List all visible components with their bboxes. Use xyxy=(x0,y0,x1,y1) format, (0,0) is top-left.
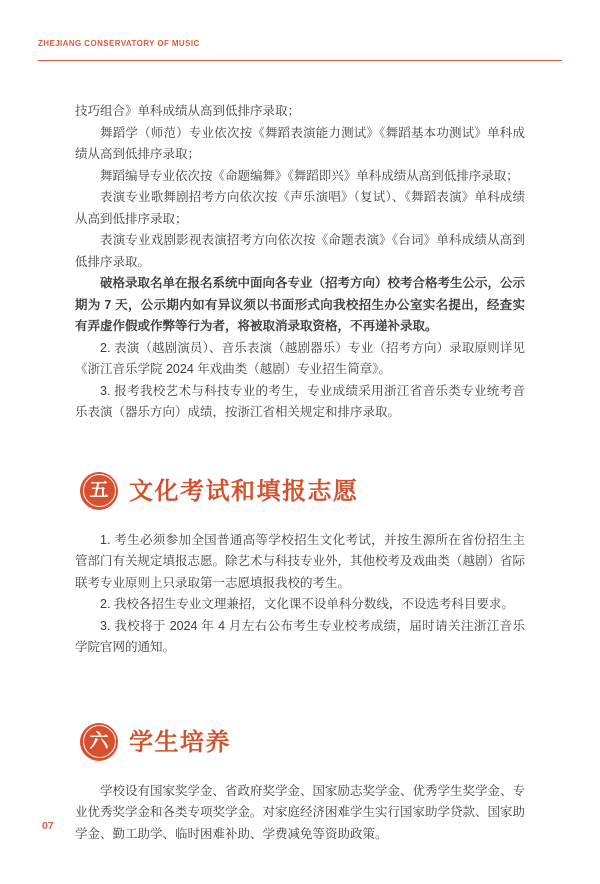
paragraph: 技巧组合》单科成绩从高到低排序录取； xyxy=(75,104,301,118)
section-title: 学生培养 xyxy=(129,726,231,756)
culture-exam-text-block xyxy=(75,530,525,659)
admission-rules-text-block xyxy=(75,101,525,424)
paragraph: 3. 我校将于 2024 年 4 月左右公布考生专业校考成绩，届时请关注浙江音乐学院官网的通知。 xyxy=(75,618,525,654)
section-header-student-training xyxy=(80,723,525,761)
section-number-glyph: 六 xyxy=(83,725,116,758)
page-header xyxy=(38,33,562,61)
paragraph: 表演专业歌舞剧招考方向依次按《声乐演唱》（复试）、《舞蹈表演》单科成绩从高到低排序录取； xyxy=(75,190,525,226)
paragraph: 学校设有国家奖学金、省政府奖学金、国家励志奖学金、优秀学生奖学金、专业优秀奖学金和各类专项奖学金。对家庭经济困难学生实行国家助学贷款、国家助学金、勤工助学、临时困难补助、学费减免等资助政策。 xyxy=(75,783,526,841)
paragraph: 1. 考生必须参加全国普通高等学校招生文化考试，并按生源所在省份招生主管部门有关规定填报志愿。除艺术与科技专业外，其他校考及戏曲类（越剧）省际联考专业原则上只录取第一志愿填报我校的考生。 xyxy=(75,532,526,590)
section-six-number-icon xyxy=(80,723,118,761)
paragraph: 2. 我校各招生专业文理兼招，文化课不设单科分数线，不设选考科目要求。 xyxy=(100,597,514,611)
student-training-text-block xyxy=(75,781,525,846)
paragraph: 3. 报考我校艺术与科技专业的考生，专业成绩采用浙江省音乐类专业统考音乐表演（器乐方向）成绩，按浙江省相关规定和排序录取。 xyxy=(75,383,525,419)
page-number: 07 xyxy=(42,820,54,832)
paragraph: 舞蹈学（师范）专业依次按《舞蹈表演能力测试》《舞蹈基本功测试》单科成绩从高到低排序录取； xyxy=(75,125,525,161)
paragraph: 表演专业戏剧影视表演招考方向依次按《命题表演》《台词》单科成绩从高到低排序录取。 xyxy=(75,233,525,269)
paragraph: 2. 表演（越剧演员）、音乐表演（越剧器乐）专业（招考方向）录取原则详见《浙江音乐学院 2024 年戏曲类（越剧）专业招生简章》。 xyxy=(75,340,525,376)
brand-title: ZHEJIANG CONSERVATORY OF MUSIC xyxy=(38,39,200,48)
paragraph: 舞蹈编导专业依次按《命题编舞》《舞蹈即兴》单科成绩从高到低排序录取； xyxy=(100,168,519,183)
page-content xyxy=(75,101,525,845)
section-number-glyph: 五 xyxy=(83,474,116,507)
section-five-number-icon xyxy=(80,472,118,510)
paragraph-emphasized: 破格录取名单在报名系统中面向各专业（招考方向）校考合格考生公示，公示期为 7 天，公示期内如有异议须以书面形式向我校招生办公室实名提出，经查实有弄虚作假或作弊等行为者，将被取消录取资格，不再递补录取。 xyxy=(75,276,526,333)
section-title: 文化考试和填报志愿 xyxy=(129,475,359,505)
section-header-culture-exam xyxy=(80,472,525,510)
